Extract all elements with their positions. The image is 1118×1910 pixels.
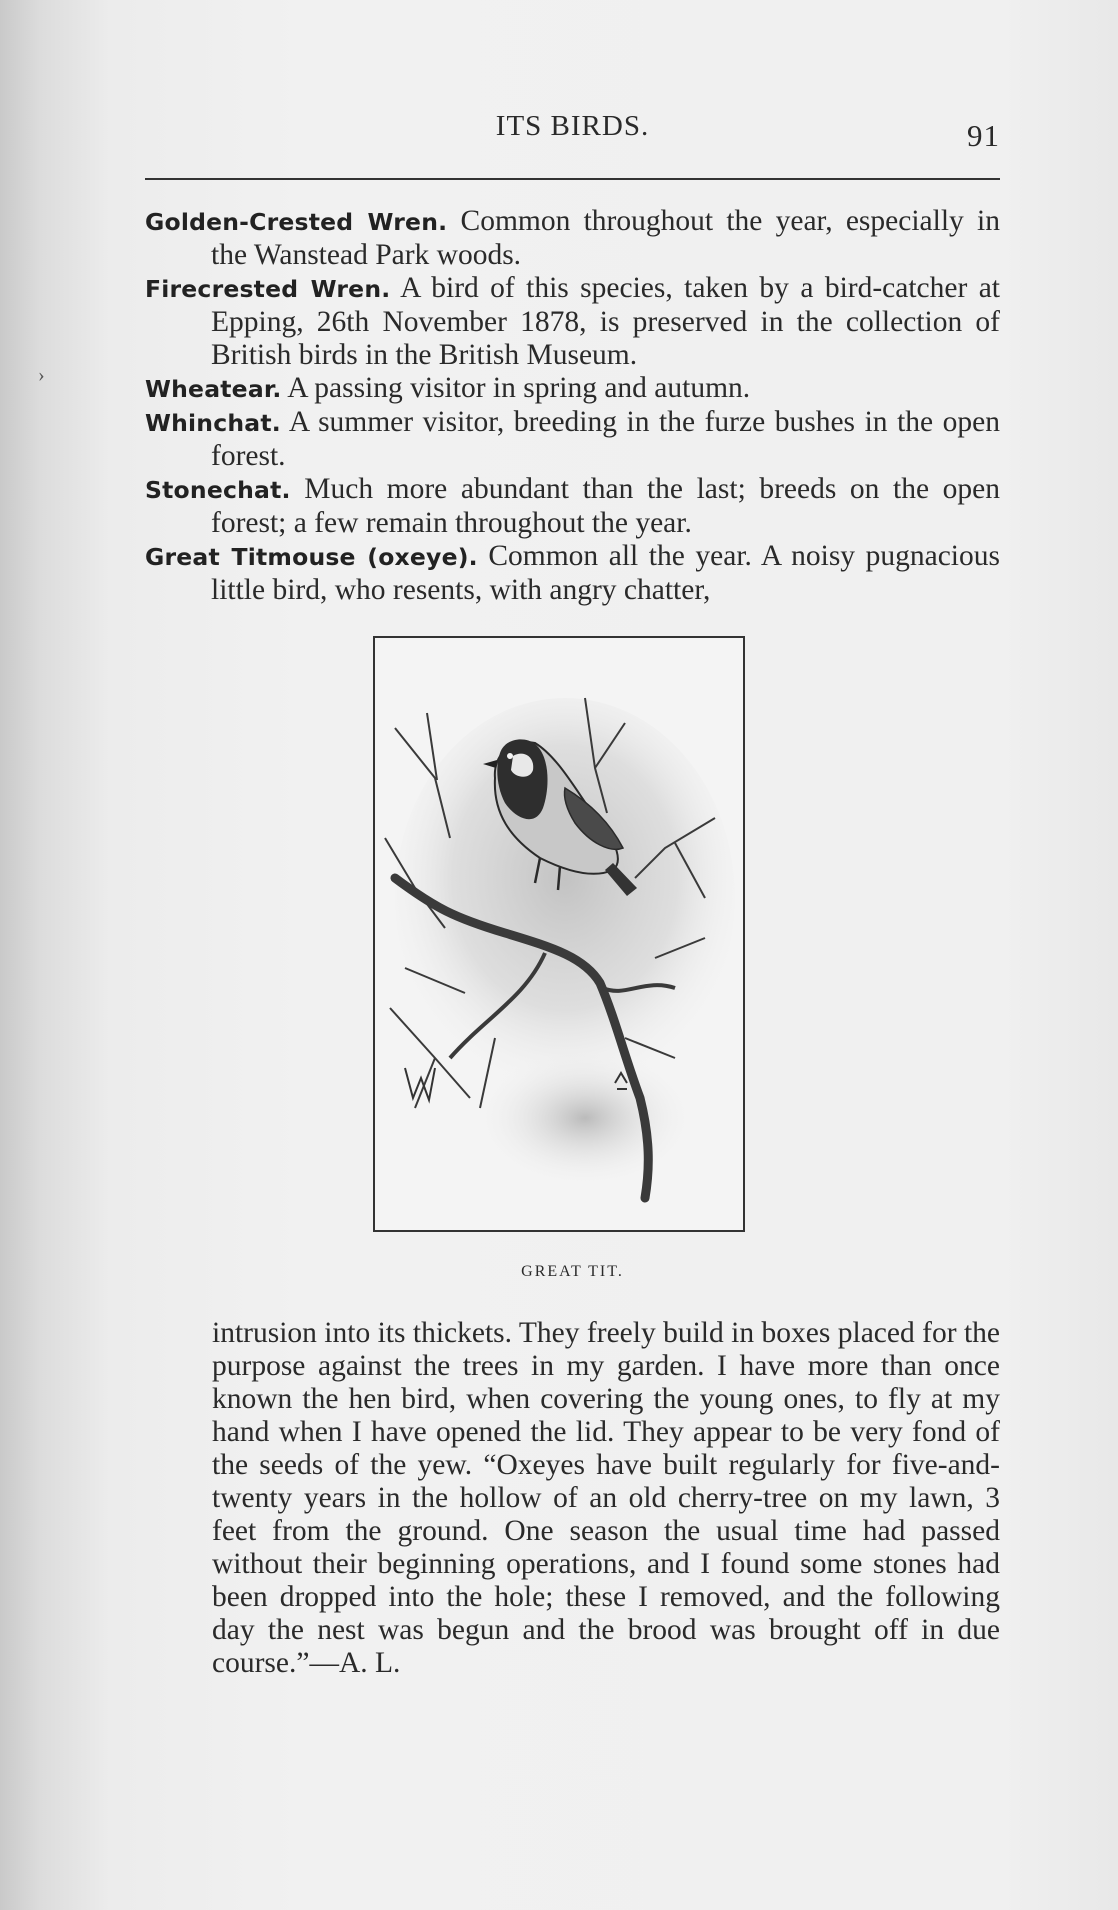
entry-text: A bird of this species, taken by a bird-catcher at Epping, 26th November 1878, is preserved in the collection of British birds in the British Museum. bbox=[211, 272, 1000, 371]
entry-great-titmouse bbox=[145, 540, 1000, 607]
continuation-paragraph: intrusion into its thickets. They freely build in boxes placed for the purpose against the trees in my garden. I have more than once known the hen bird, when covering the young ones, to fly at my hand when I have opened the lid. They appear to be very fond of the seeds of the yew. “Oxeyes have built regularly for five-and-twenty years in the hollow of an old cherry-tree on my lawn, 3 feet from the ground. One season the usual time had passed without their beginning operations, and I found some stones had been dropped into the hole; these I removed, and the following day the nest was begun and the brood was brought off in due course.”—A. L. bbox=[212, 1317, 1000, 1679]
entry-text: A summer visitor, breeding in the furze bushes in the open forest. bbox=[211, 406, 1000, 472]
entry-text: Common throughout the year, especially in the Wanstead Park woods. bbox=[211, 205, 1000, 271]
entry-firecrested-wren bbox=[145, 272, 1000, 372]
entry-name: Firecrested Wren. bbox=[145, 275, 391, 303]
entry-name: Whinchat. bbox=[145, 409, 281, 437]
running-title: ITS BIRDS. bbox=[495, 110, 650, 142]
page-number: 91 bbox=[967, 118, 1000, 153]
figure-caption: GREAT TIT. bbox=[521, 1263, 624, 1280]
entry-text: Much more abundant than the last; breeds on the open forest; a few remain throughout the year. bbox=[211, 473, 1001, 539]
entry-wheatear bbox=[145, 372, 1000, 406]
lower-shading bbox=[475, 1048, 695, 1188]
entry-text: A passing visitor in spring and autumn. bbox=[287, 372, 751, 404]
bird-entries bbox=[145, 205, 1000, 607]
background-shading bbox=[395, 698, 735, 1098]
entry-stonechat bbox=[145, 473, 1000, 540]
entry-golden-crested-wren bbox=[145, 205, 1000, 272]
entry-name: Stonechat. bbox=[145, 476, 291, 504]
entry-name: Golden-Crested Wren. bbox=[145, 208, 448, 236]
entry-text: Common all the year. A noisy pugnacious little bird, who resents, with angry chatter, bbox=[211, 540, 1000, 606]
margin-mark: › bbox=[38, 364, 45, 386]
bird-engraving bbox=[375, 638, 743, 1230]
entry-name: Great Titmouse (oxeye). bbox=[145, 543, 478, 571]
entry-whinchat bbox=[145, 406, 1000, 473]
entry-name: Wheatear. bbox=[145, 375, 282, 403]
header-rule bbox=[145, 178, 1000, 180]
great-tit-illustration bbox=[373, 636, 745, 1232]
running-head bbox=[145, 106, 1000, 153]
